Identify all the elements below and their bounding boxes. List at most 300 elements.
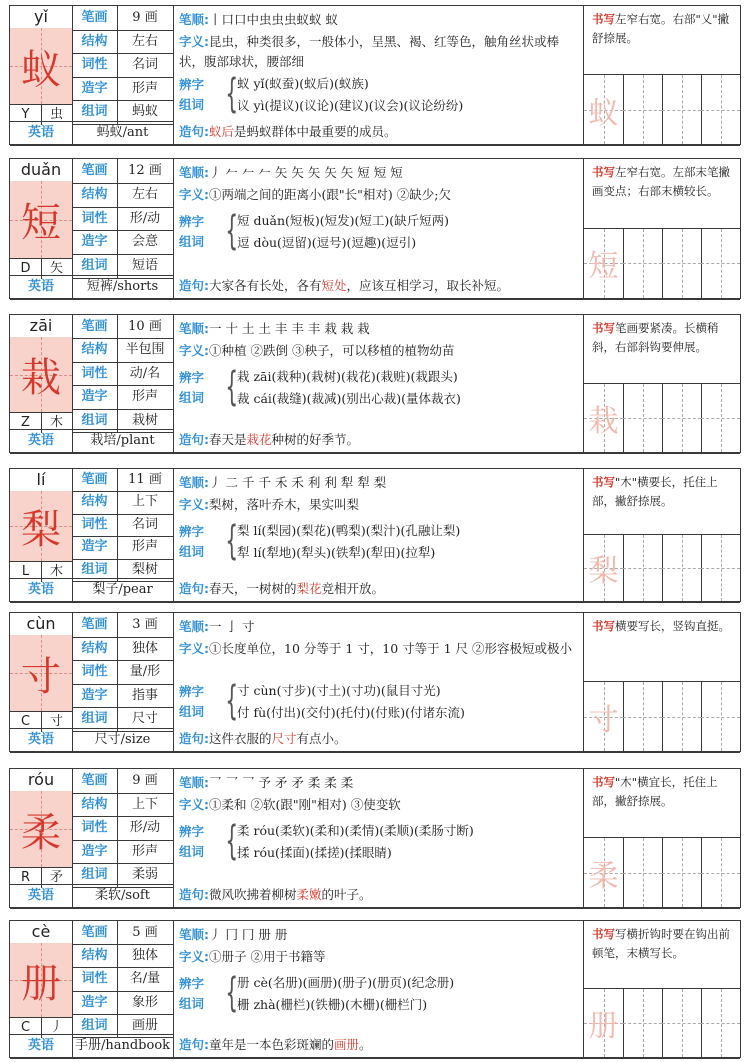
sentence-pre: 这件衣服的 <box>209 731 272 746</box>
prop-label: 笔画 <box>72 769 118 793</box>
initial-letter: L <box>10 562 42 582</box>
distinguish-value-1: 寸 cùn(寸步)(寸土)(寸功)(鼠目寸光) <box>237 683 441 698</box>
distinguish-value-2: 栅 zhà(栅栏)(铁栅)(木栅)(栅栏门) <box>237 997 428 1012</box>
english-label: 英语 <box>10 122 73 144</box>
sentence-line <box>179 1035 579 1055</box>
grid-line <box>721 75 722 144</box>
prop-row-strokes <box>72 315 173 339</box>
meaning-value: ①柔和 ②软(跟"刚"相对) ③使变软 <box>209 797 401 812</box>
sentence-line <box>179 579 579 599</box>
practice-grid <box>584 837 740 907</box>
prop-label: 造字 <box>72 230 118 254</box>
stroke-order-value: 丿 冂 冂 册 册 <box>209 927 288 942</box>
initial-letter: Y <box>10 105 42 125</box>
practice-cell[interactable] <box>623 682 663 751</box>
writing-label: 书写 <box>592 475 615 489</box>
distinguish-value-2: 裁 cái(裁缝)(裁减)(别出心裁)(量体裁衣) <box>237 391 461 406</box>
meaning-value: 梨树，落叶乔木，果实叫梨 <box>209 497 360 512</box>
char-card <box>9 468 741 602</box>
practice-cell[interactable] <box>623 75 663 144</box>
prop-value: 形声 <box>131 539 158 555</box>
practice-cell[interactable] <box>701 229 740 299</box>
prop-row-pos <box>72 53 173 78</box>
prop-row-strokes <box>72 6 173 31</box>
prop-value: 名词 <box>131 516 158 532</box>
radical: 寸 <box>49 714 63 729</box>
practice-cell[interactable] <box>623 838 663 907</box>
trace-character: 柔 <box>588 858 619 894</box>
writing-label: 书写 <box>592 619 615 633</box>
prop-label: 结构 <box>72 637 118 661</box>
sentence-post: 种树的好季节。 <box>271 432 360 447</box>
initial-letter: C <box>10 712 42 732</box>
char-info-panel <box>10 315 174 452</box>
prop-value: 形/动 <box>129 210 161 226</box>
prop-label: 结构 <box>72 944 118 967</box>
prop-row-formation <box>72 536 173 559</box>
sentence-pre: 大家各有长处，各有 <box>209 278 322 293</box>
char-info-panel <box>10 769 174 907</box>
prop-value: 3 画 <box>132 617 158 632</box>
sentence-post: 是蚂蚁群体中最重要的成员。 <box>234 124 397 139</box>
char-details-panel <box>173 315 584 452</box>
char-details-panel <box>173 6 584 144</box>
sentence-line <box>179 276 579 296</box>
prop-row-pos <box>72 967 173 991</box>
meaning-line <box>179 32 579 72</box>
meaning-label: 字义: <box>179 34 209 49</box>
main-character: 寸 <box>21 653 61 700</box>
meaning-line <box>179 495 579 515</box>
practice-cell[interactable] <box>662 229 702 299</box>
writing-panel <box>584 315 740 452</box>
distinguish-label: 辨字 <box>179 214 205 229</box>
distinguish-line-2 <box>237 233 579 253</box>
practice-cell[interactable] <box>623 535 663 601</box>
prop-row-structure <box>72 491 173 514</box>
sentence-highlight: 画册 <box>334 1037 360 1052</box>
prop-row-structure <box>72 30 173 55</box>
writing-label: 书写 <box>592 321 615 335</box>
pinyin: yǐ <box>10 6 73 29</box>
trace-character: 栽 <box>588 403 619 439</box>
prop-label: 结构 <box>72 30 118 54</box>
prop-value: 动/名 <box>129 365 161 381</box>
distinguish-line-2 <box>237 543 579 563</box>
prop-label: 词性 <box>72 207 118 231</box>
group-words-label: 组词 <box>179 97 205 112</box>
practice-cell[interactable] <box>584 682 624 751</box>
brace-icon: { <box>225 970 239 1016</box>
english-value: 梨子/pear <box>92 582 153 597</box>
practice-cell[interactable] <box>662 75 702 144</box>
prop-row-strokes <box>72 769 173 794</box>
english-label: 英语 <box>10 579 73 601</box>
meaning-value: ①长度单位，10 分等于 1 寸，10 寸等于 1 尺 ②形容极短或极小 <box>209 641 573 656</box>
prop-value: 形声 <box>131 80 158 96</box>
radical: 矛 <box>49 870 63 885</box>
stroke-order-label: 笔顺: <box>179 927 209 942</box>
sentence-label: 造句: <box>179 1037 209 1052</box>
distinguish-line-1 <box>237 74 579 94</box>
english-value: 柔软/soft <box>95 888 150 903</box>
practice-cell[interactable] <box>623 989 663 1057</box>
sentence-post: 有点小。 <box>296 731 347 746</box>
prop-label: 组词 <box>72 863 118 887</box>
prop-value: 形声 <box>131 389 158 405</box>
brace-icon: { <box>225 678 239 724</box>
english-row <box>10 1034 173 1057</box>
grid-line <box>682 682 683 751</box>
main-character: 柔 <box>21 809 61 856</box>
prop-row-strokes <box>72 159 173 184</box>
sentence-line <box>179 729 579 749</box>
prop-row-formation <box>72 991 173 1015</box>
char-card <box>9 612 741 752</box>
distinguish-line-2 <box>237 389 579 409</box>
char-box <box>10 943 73 1017</box>
sentence-pre: 微风吹拂着柳树 <box>209 887 297 902</box>
writing-value: 写横折钩时要在钩出前顿笔，末横写长。 <box>592 927 730 960</box>
stroke-order-line <box>179 473 579 493</box>
grid-line <box>682 229 683 299</box>
grid-line <box>682 838 683 907</box>
prop-value: 指事 <box>131 687 158 703</box>
distinguish-line-1 <box>237 821 579 841</box>
sentence-highlight: 栽花 <box>246 432 272 447</box>
char-box <box>10 491 73 561</box>
meaning-line <box>179 639 579 659</box>
distinguish-value-1: 柔 róu(柔软)(柔和)(柔情)(柔顺)(柔肠寸断) <box>237 823 474 838</box>
distinguish-label: 辨字 <box>179 524 205 539</box>
practice-grid <box>584 988 740 1057</box>
prop-value: 栽树 <box>131 412 158 428</box>
group-words-label: 组词 <box>179 234 205 249</box>
grid-line <box>721 989 722 1057</box>
sentence-highlight: 梨花 <box>296 581 322 596</box>
prop-value: 形/动 <box>129 820 161 836</box>
char-info-panel <box>10 159 174 298</box>
grid-line <box>721 229 722 299</box>
practice-cell[interactable] <box>584 75 624 144</box>
main-character: 短 <box>21 200 61 246</box>
english-value: 手册/handbook <box>74 1038 171 1053</box>
practice-cell[interactable] <box>623 384 663 453</box>
practice-grid <box>584 228 740 299</box>
practice-cell[interactable] <box>662 384 702 453</box>
meaning-value: ①册子 ②用于书籍等 <box>209 949 326 964</box>
prop-row-pos <box>72 660 173 685</box>
prop-label: 笔画 <box>72 315 118 338</box>
prop-label: 造字 <box>72 991 118 1014</box>
prop-value: 尺寸 <box>131 711 158 727</box>
char-box <box>10 635 73 711</box>
stroke-order-value: 乛 乛 乛 予 矛 矛 柔 柔 柔 <box>209 775 354 790</box>
prop-row-strokes <box>72 921 173 945</box>
prop-value: 独体 <box>131 640 158 656</box>
initial-letter: D <box>10 259 42 279</box>
grid-line <box>682 535 683 601</box>
prop-label: 造字 <box>72 840 118 864</box>
pinyin: cùn <box>10 613 73 636</box>
prop-value: 独体 <box>131 948 158 964</box>
initial-letter: Z <box>10 413 42 433</box>
sentence-pre: 童年是一本色彩斑斓的 <box>209 1037 335 1052</box>
writing-panel <box>584 469 740 601</box>
stroke-order-label: 笔顺: <box>179 475 209 490</box>
english-label: 英语 <box>10 1035 73 1057</box>
writing-tip <box>592 10 734 48</box>
stroke-order-label: 笔顺: <box>179 775 209 790</box>
char-details-panel <box>173 469 584 601</box>
distinguish-value-2: 犁 lí(犁地)(犁头)(铁犁)(犁田)(拉犁) <box>237 545 436 560</box>
sentence-post: 竞相开放。 <box>321 581 385 596</box>
grid-line <box>643 989 644 1057</box>
prop-label: 造字 <box>72 536 118 558</box>
english-row <box>10 884 173 907</box>
english-value: 蚂蚁/ant <box>96 125 149 140</box>
radical: 丿 <box>49 1020 63 1035</box>
group-words-label: 组词 <box>179 390 205 405</box>
prop-label: 词性 <box>72 362 118 385</box>
writing-panel <box>584 921 740 1057</box>
prop-value: 名词 <box>131 57 158 73</box>
prop-label: 组词 <box>72 707 118 731</box>
practice-cell[interactable] <box>701 682 740 751</box>
meaning-line <box>179 185 579 205</box>
grid-line <box>643 229 644 299</box>
practice-cell[interactable] <box>701 989 740 1057</box>
prop-row-strokes <box>72 613 173 638</box>
sentence-line <box>179 122 579 142</box>
sentence-label: 造句: <box>179 432 209 447</box>
sentence-label: 造句: <box>179 278 209 293</box>
char-card <box>9 314 741 453</box>
initial-letter: C <box>10 1018 42 1038</box>
radical: 虫 <box>49 107 63 122</box>
distinguish-label: 辨字 <box>179 824 205 839</box>
prop-row-formation <box>72 77 173 102</box>
stroke-order-value: 丿 𠂉 𠂉 𠂉 矢 矢 矢 矢 矢 短 短 短 <box>209 165 403 180</box>
trace-character: 蚁 <box>588 95 619 131</box>
meaning-value: ①种植 ②跌倒 ③秧子，可以移植的植物幼苗 <box>209 343 455 358</box>
prop-value: 画册 <box>131 1017 158 1033</box>
prop-label: 结构 <box>72 491 118 513</box>
english-row <box>10 121 173 144</box>
pinyin: zāi <box>10 315 73 338</box>
grid-line <box>643 838 644 907</box>
writing-panel <box>584 769 740 907</box>
stroke-order-line <box>179 773 579 793</box>
practice-cell[interactable] <box>584 384 624 453</box>
radical: 木 <box>49 564 63 579</box>
prop-row-pos <box>72 362 173 386</box>
english-value: 尺寸/size <box>94 732 151 747</box>
group-words-label: 组词 <box>179 844 205 859</box>
distinguish-line-1 <box>237 973 579 993</box>
distinguish-line-1 <box>237 521 579 541</box>
sentence-highlight: 蚁后 <box>209 124 235 139</box>
practice-cell[interactable] <box>584 989 624 1057</box>
grid-line <box>682 384 683 453</box>
prop-value: 会意 <box>131 234 158 250</box>
meaning-value: 昆虫，种类很多，一般体小，呈黑、褐、红等色，触角丝状或棒状，腹部球状，腰部细 <box>179 34 560 69</box>
writing-value: 左窄右宽。右部"乂"撇舒捺展。 <box>592 12 730 45</box>
practice-cell[interactable] <box>662 989 702 1057</box>
prop-label: 结构 <box>72 793 118 817</box>
practice-cell[interactable] <box>584 535 624 601</box>
practice-cell[interactable] <box>584 838 624 907</box>
sentence-label: 造句: <box>179 581 209 596</box>
char-details-panel <box>173 613 584 751</box>
meaning-line <box>179 341 579 361</box>
radical: 矢 <box>49 261 63 276</box>
practice-cell[interactable] <box>662 535 702 601</box>
grid-line <box>721 384 722 453</box>
writing-tip <box>592 617 734 636</box>
writing-panel <box>584 159 740 298</box>
grid-line <box>682 989 683 1057</box>
prop-value: 9 画 <box>132 773 158 788</box>
distinguish-value-1: 蚁 yǐ(蚁蚕)(蚁后)(蚁族) <box>237 76 369 91</box>
grid-line <box>643 384 644 453</box>
distinguish-value-2: 议 yì(提议)(议论)(建议)(议会)(议论纷纷) <box>237 98 464 113</box>
stroke-order-value: 一 亅 寸 <box>209 619 255 634</box>
practice-cell[interactable] <box>623 229 663 299</box>
grid-line <box>643 682 644 751</box>
prop-label: 笔画 <box>72 613 118 637</box>
distinguish-value-1: 栽 zāi(栽种)(栽树)(栽花)(栽赃)(栽跟头) <box>237 369 458 384</box>
char-card <box>9 768 741 908</box>
prop-label: 造字 <box>72 77 118 101</box>
grid-line <box>721 838 722 907</box>
english-row <box>10 728 173 751</box>
char-box <box>10 791 73 867</box>
distinguish-line-1 <box>237 211 579 231</box>
main-character: 册 <box>21 960 61 1007</box>
english-row <box>10 578 173 601</box>
stroke-order-value: 丿 二 千 千 禾 禾 利 利 犁 犁 梨 <box>209 475 387 490</box>
writing-panel <box>584 6 740 144</box>
stroke-order-label: 笔顺: <box>179 321 209 336</box>
main-character: 栽 <box>21 355 61 401</box>
prop-row-structure <box>72 338 173 362</box>
stroke-order-label: 笔顺: <box>179 619 209 634</box>
meaning-label: 字义: <box>179 641 209 656</box>
prop-value: 12 画 <box>128 163 162 178</box>
practice-cell[interactable] <box>701 535 740 601</box>
practice-cell[interactable] <box>701 838 740 907</box>
prop-label: 词性 <box>72 514 118 536</box>
brace-icon: { <box>225 71 239 117</box>
distinguish-label: 辨字 <box>179 370 205 385</box>
writing-label: 书写 <box>592 12 615 26</box>
distinguish-label: 辨字 <box>179 77 205 92</box>
prop-label: 笔画 <box>72 921 118 944</box>
practice-grid <box>584 74 740 144</box>
prop-row-pos <box>72 207 173 232</box>
sentence-highlight: 柔嫩 <box>296 887 322 902</box>
english-row <box>10 275 173 298</box>
meaning-label: 字义: <box>179 797 209 812</box>
distinguish-label: 辨字 <box>179 684 205 699</box>
char-card <box>9 920 741 1058</box>
prop-value: 象形 <box>131 994 158 1010</box>
prop-label: 结构 <box>72 183 118 207</box>
char-box <box>10 28 73 104</box>
distinguish-value-2: 付 fù(付出)(交付)(托付)(付账)(付诸东流) <box>237 705 465 720</box>
stroke-order-line <box>179 319 579 339</box>
prop-value: 10 画 <box>128 319 162 334</box>
writing-tip <box>592 925 734 963</box>
writing-value: "木"横宜长，托住上部，撇舒捺展。 <box>592 775 718 808</box>
char-info-panel <box>10 469 174 601</box>
meaning-line <box>179 795 579 815</box>
meaning-label: 字义: <box>179 949 209 964</box>
group-words-label: 组词 <box>179 996 205 1011</box>
distinguish-label: 辨字 <box>179 976 205 991</box>
distinguish-value-1: 梨 lí(梨园)(梨花)(鸭梨)(梨汁)(孔融让梨) <box>237 523 461 538</box>
prop-value: 短语 <box>131 258 158 274</box>
brace-icon: { <box>225 518 239 564</box>
grid-line <box>721 682 722 751</box>
prop-label: 组词 <box>72 409 118 432</box>
prop-row-pos <box>72 514 173 537</box>
char-details-panel <box>173 159 584 298</box>
prop-row-formation <box>72 684 173 709</box>
initial-letter: R <box>10 868 42 888</box>
sentence-post: 。 <box>359 1037 372 1052</box>
writing-value: "木"横要长，托住上部，撇舒捺展。 <box>592 475 718 508</box>
prop-value: 名/量 <box>129 971 161 987</box>
char-info-panel <box>10 921 174 1057</box>
meaning-label: 字义: <box>179 343 209 358</box>
prop-label: 组词 <box>72 1014 118 1037</box>
prop-value: 形声 <box>131 843 158 859</box>
prop-row-structure <box>72 183 173 208</box>
char-info-panel <box>10 6 174 144</box>
sentence-highlight: 短处 <box>321 278 347 293</box>
prop-value: 11 画 <box>128 472 162 487</box>
sentence-label: 造句: <box>179 731 209 746</box>
char-box <box>10 337 73 412</box>
char-card <box>9 158 741 299</box>
main-character: 蚁 <box>21 46 61 93</box>
prop-label: 组词 <box>72 100 118 124</box>
prop-label: 词性 <box>72 967 118 990</box>
trace-character: 册 <box>588 1009 619 1044</box>
practice-cell[interactable] <box>701 384 740 453</box>
prop-row-formation <box>72 840 173 865</box>
prop-value: 左右 <box>131 33 158 49</box>
pinyin: cè <box>10 921 73 944</box>
stroke-order-value: 一 十 土 土 丰 丰 丰 栽 栽 栽 <box>209 321 370 336</box>
practice-cell[interactable] <box>584 229 624 299</box>
practice-grid <box>584 681 740 751</box>
prop-label: 笔画 <box>72 6 118 30</box>
distinguish-line-1 <box>237 367 579 387</box>
sentence-post: 的叶子。 <box>321 887 372 902</box>
prop-label: 组词 <box>72 559 118 581</box>
practice-cell[interactable] <box>701 75 740 144</box>
practice-cell[interactable] <box>662 682 702 751</box>
prop-row-structure <box>72 944 173 968</box>
main-character: 梨 <box>21 506 61 553</box>
english-label: 英语 <box>10 430 73 452</box>
grid-line <box>643 535 644 601</box>
writing-label: 书写 <box>592 927 615 941</box>
practice-cell[interactable] <box>662 838 702 907</box>
